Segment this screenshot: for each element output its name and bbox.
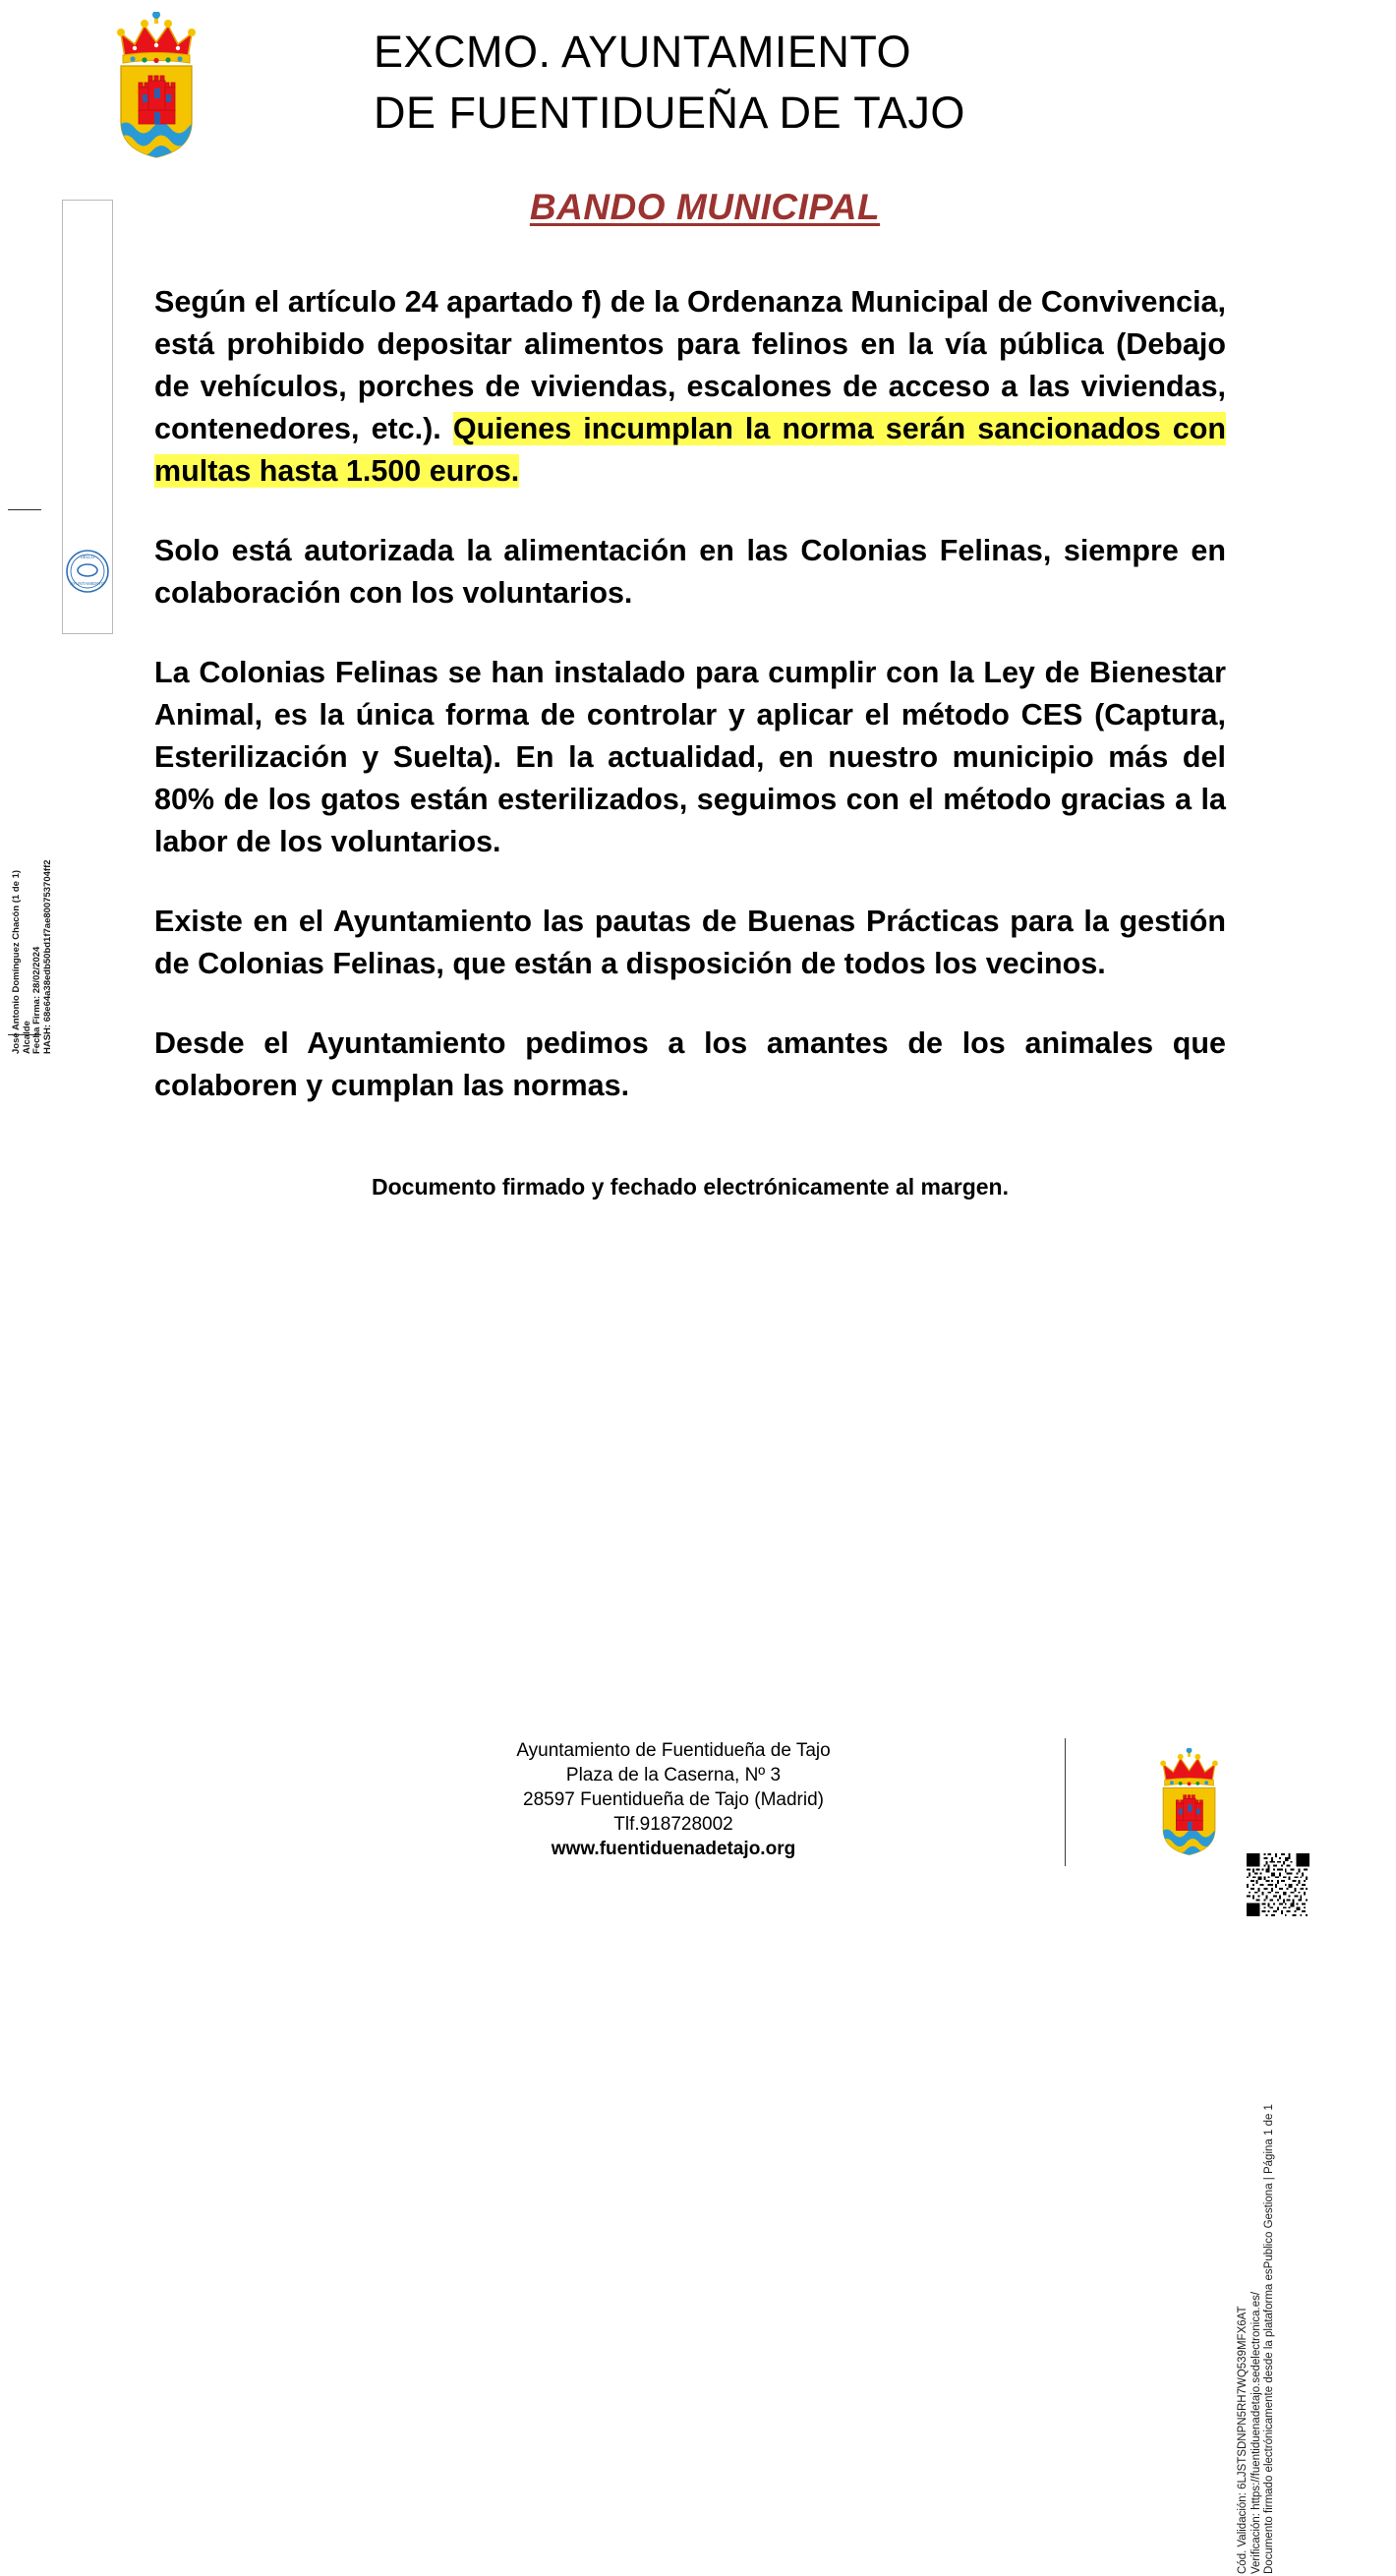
signature-signer-role: Alcalde bbox=[21, 1021, 32, 1054]
body-paragraph-p1 bbox=[154, 281, 1226, 493]
svg-text:AYUNTAMIENTO: AYUNTAMIENTO bbox=[70, 581, 105, 586]
paragraph-text: Existe en el Ayuntamiento las pautas de Buenas Prácticas para la gestión de Colonias Felinas, que están a disposición de todos los vecinos. bbox=[154, 905, 1226, 980]
signature-hash: HASH: 68e64a38edb50bd1f7ae800753704ff2 bbox=[41, 859, 53, 1054]
signed-electronically-note: Documento firmado y fechado electrónicamente al margen. bbox=[372, 1174, 1009, 1200]
page-title: BANDO MUNICIPAL bbox=[529, 187, 881, 227]
paragraph-text: La Colonias Felinas se han instalado para cumplir con la Ley de Bienestar Animal, es la única forma de controlar y aplicar el método CES (Captura, Esterilización y Suelta). En la actualidad, en nuestro municipio más del 80% de los gatos están esterilizados, seguimos con el método gracias a la labor de los voluntarios. bbox=[154, 656, 1226, 858]
header-title-block bbox=[374, 22, 1219, 144]
footer-address-line-2: Plaza de la Caserna, Nº 3 bbox=[565, 1765, 782, 1786]
signature-rotated-text bbox=[12, 625, 63, 1060]
paragraph-text: Solo está autorizada la alimentación en las Colonias Felinas, siempre en colaboración con los voluntarios. bbox=[154, 534, 1226, 610]
footer-address-line-3: 28597 Fuentidueña de Tajo (Madrid) bbox=[523, 1789, 824, 1810]
validation-rotated-text bbox=[1237, 1888, 1313, 2576]
footer-coat-of-arms-icon bbox=[1155, 1748, 1226, 1856]
header-title-line-1: EXCMO. AYUNTAMIENTO bbox=[374, 27, 912, 77]
body-paragraph-p2 bbox=[154, 530, 1226, 615]
signature-signer-name: José Antonio Domínguez Chacón (1 de 1) bbox=[11, 869, 22, 1054]
highlighted-text: Quienes incumplan la norma serán sancionados con multas hasta 1.500 euros. bbox=[154, 412, 1227, 488]
paragraph-list bbox=[154, 281, 1255, 1107]
paragraph-text: Desde el Ayuntamiento pedimos a los amantes de los animales que colaboren y cumplan las normas. bbox=[154, 1026, 1226, 1102]
svg-text:SELLO: SELLO bbox=[80, 555, 95, 559]
footer-address bbox=[423, 1738, 924, 1861]
header-title-line-2: DE FUENTIDUEÑA DE TAJO bbox=[374, 88, 965, 138]
document-footer bbox=[0, 1738, 1396, 1925]
footer-address-line-4: Tlf.918728002 bbox=[613, 1814, 733, 1835]
body-paragraph-p3 bbox=[154, 652, 1226, 863]
coat-of-arms-icon bbox=[111, 12, 205, 159]
platform-note: Documento firmado electrónicamente desde la plataforma esPublico Gestiona | Página 1 de 1 bbox=[1263, 2104, 1275, 2574]
body-paragraph-p5 bbox=[154, 1023, 1226, 1107]
document-body bbox=[154, 187, 1255, 1200]
signature-date: Fecha Firma: 28/02/2024 bbox=[31, 946, 42, 1054]
document-header bbox=[0, 0, 1396, 172]
verification-url[interactable]: Verificación: https://fuentiduenadetajo.sedelectronica.es/ bbox=[1250, 2291, 1262, 2574]
electronic-seal-icon bbox=[65, 549, 110, 594]
footer-divider bbox=[1065, 1738, 1066, 1866]
margin-tick-upper bbox=[8, 509, 41, 510]
footer-website[interactable]: www.fuentiduenadetajo.org bbox=[551, 1839, 796, 1859]
footer-address-line-1: Ayuntamiento de Fuentidueña de Tajo bbox=[516, 1740, 831, 1761]
validation-code: Cód. Validación: 6LJSTSDNPN5RH7WQ539MFX6AT bbox=[1237, 2306, 1249, 2574]
body-paragraph-p4 bbox=[154, 901, 1226, 985]
paragraph-text: Según el artículo 24 apartado f) de la Ordenanza Municipal de Convivencia, está prohibido depositar alimentos para felinos en la vía pública (Debajo de vehículos, porches de viviendas, escalones de acceso a las viviendas, contenedores, etc.). bbox=[154, 285, 1226, 445]
